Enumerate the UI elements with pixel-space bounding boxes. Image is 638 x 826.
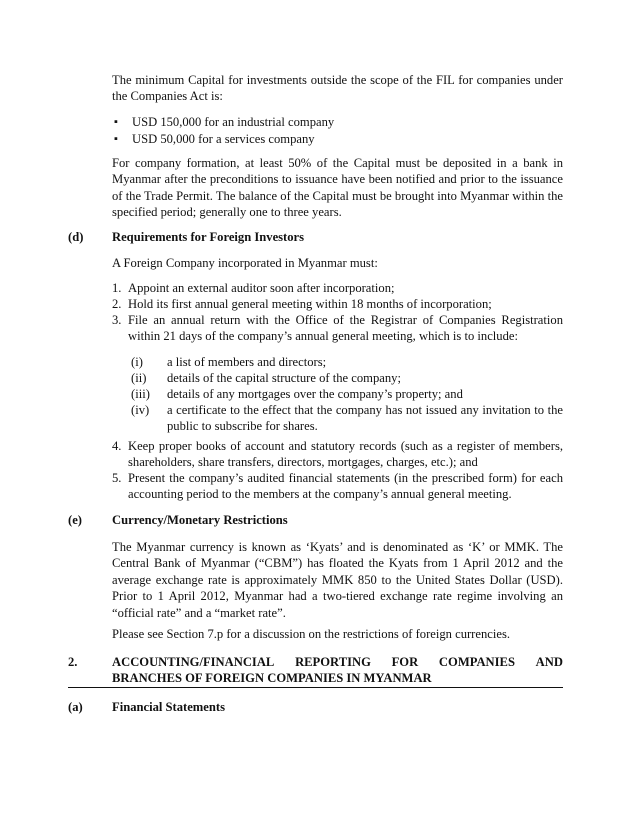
section-title: Financial Statements (112, 700, 225, 714)
roman-numeral: (iv) (131, 403, 150, 417)
section-label: 2. (68, 655, 78, 669)
lead-paragraph: A Foreign Company incorporated in Myanmar must: (112, 256, 378, 270)
section-title: Requirements for Foreign Investors (112, 230, 305, 244)
see-also-paragraph: Please see Section 7.p for a discussion on the restrictions of foreign currencies. (112, 627, 510, 641)
roman-text: a list of members and directors; (167, 355, 327, 369)
item-number: 4. (112, 439, 122, 453)
item-number: 2. (112, 297, 122, 311)
section-2-title-line1 (112, 654, 563, 670)
title-word: REPORTING (295, 655, 371, 669)
roman-text: details of the capital structure of the company; (167, 371, 401, 385)
item-number: 1. (112, 281, 122, 295)
item-text: Keep proper books of account and statutory records (such as a register of members, shareholders, share transfers, directors, mortgages, charges, etc.); and (128, 439, 563, 470)
title-word: AND (535, 655, 563, 669)
formation-paragraph: For company formation, at least 50% of the Capital must be deposited in a bank in Myanmar after the preconditions to issuance have been notified and prior to the issuance of the Trade Permit. The balance of the Capital must be brought into Myanmar within the specified period; generally one to three years. (112, 156, 563, 220)
roman-numeral: (ii) (131, 371, 147, 385)
item-text: Hold its first annual general meeting within 18 months of incorporation; (128, 297, 492, 311)
bullet-text: USD 50,000 for a services company (132, 132, 315, 146)
section-2-title (112, 654, 563, 687)
section-title: Currency/Monetary Restrictions (112, 513, 288, 527)
title-word: FOR (391, 655, 419, 669)
bullet-square-icon: ▪ (114, 133, 118, 145)
item-text: Present the company’s audited financial statements (in the prescribed form) for each accounting period to the members at the company’s annual general meeting. (128, 471, 563, 502)
currency-paragraph: The Myanmar currency is known as ‘Kyats’ and is denominated as ‘K’ or MMK. The Central Bank of Myanmar (“CBM”) has floated the Kyats from 1 April 2012 and the average exchange rate is approximately MMK 850 to the United States Dollar (USD). Prior to 1 April 2012, Myanmar had a two-tiered exchange rate regime involving an “official rate” and a “market rate”. (112, 540, 563, 620)
bullet-text: USD 150,000 for an industrial company (132, 115, 335, 129)
roman-text: a certificate to the effect that the company has not issued any invitation to the public to subscribe for shares. (167, 403, 563, 434)
roman-numeral: (i) (131, 355, 143, 369)
section-2-title-line2: BRANCHES OF FOREIGN COMPANIES IN MYANMAR (112, 671, 432, 686)
min-capital-paragraph: The minimum Capital for investments outside the scope of the FIL for companies under the Companies Act is: (112, 73, 563, 104)
roman-numeral: (iii) (131, 387, 150, 401)
title-word: ACCOUNTING/FINANCIAL (112, 655, 275, 669)
section-divider (68, 687, 563, 688)
item-number: 3. (112, 313, 122, 327)
section-label: (e) (68, 513, 82, 527)
item-text: File an annual return with the Office of the Registrar of Companies Registration within 21 days of the company’s annual general meeting, which is to include: (128, 313, 563, 344)
roman-text: details of any mortgages over the company’s property; and (167, 387, 463, 401)
item-text: Appoint an external auditor soon after incorporation; (128, 281, 395, 295)
section-label: (d) (68, 230, 84, 244)
section-label: (a) (68, 700, 83, 714)
item-number: 5. (112, 471, 122, 485)
title-word: COMPANIES (438, 655, 515, 669)
bullet-square-icon: ▪ (114, 116, 118, 128)
